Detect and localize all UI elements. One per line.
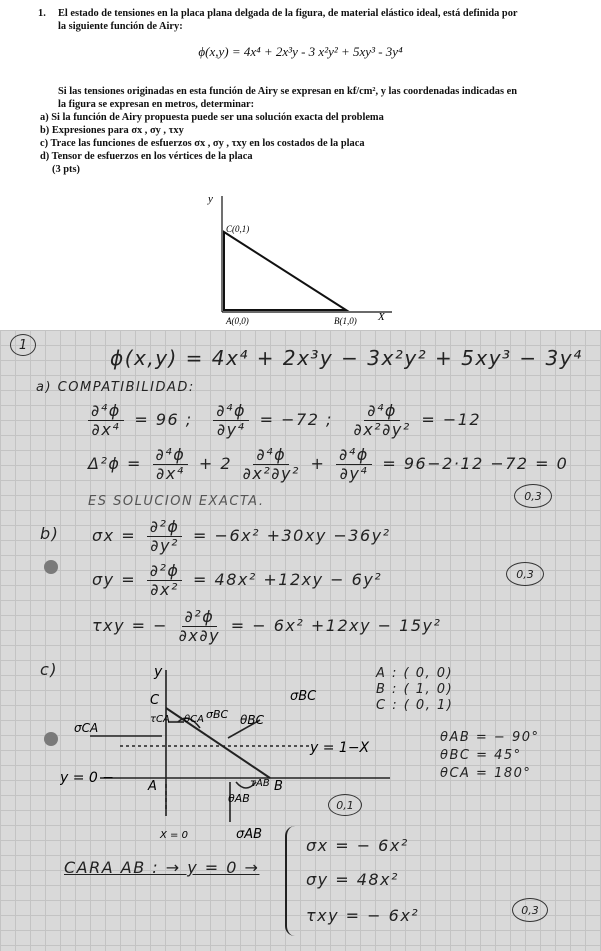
results-brace — [285, 826, 299, 936]
sigma-bc-right-label: σBC — [290, 689, 317, 704]
biharmonic-check: Δ²ϕ = $\frac{\text{∂⁴ϕ}}{\text{∂x⁴}}$ + 2 $\frac{\text{∂⁴ϕ}}{\text{∂x²∂y²}}$ + $\frac{\text{∂⁴ϕ}}{\text{∂y⁴}}$ = 96−2·12 −72 = 0 — [88, 445, 569, 483]
fourth-derivatives: $\frac{\text{∂⁴ϕ}}{\text{∂x⁴}}$ = 96 ; $\frac{\text{∂⁴ϕ}}{\text{∂y⁴}}$ = −72 ; $\frac{\text{∂⁴ϕ}}{\text{∂x²∂y²}}$ = −12 — [84, 402, 481, 439]
airy-formula: ϕ(x,y) = 4x⁴ + 2x³y - 3 x²y² + 5xy³ - 3y⁴ — [198, 44, 403, 59]
cara-ab-tau-xy: τxy = − 6x² — [306, 906, 420, 925]
sigma-y-expression: σy = $\frac{\text{∂²ϕ}}{\text{∂x²}}$ = 48x² +12xy − 6y² — [92, 561, 383, 599]
sketch-a-label: A — [148, 779, 157, 794]
cara-ab-sigma-x: σx = − 6x² — [306, 836, 409, 855]
sigma-bc-label: σBC — [206, 708, 229, 721]
tau-ca-label: τCA — [150, 714, 170, 725]
exact-solution-conclusion: ES SOLUCION EXACTA. — [88, 494, 265, 509]
angle-bc: θBC = 45° — [440, 748, 522, 763]
tau-xy-expression: τxy = − $\frac{\text{∂²ϕ}}{\partial x\partial y}$ = − 6x² +12xy − 15y² — [92, 607, 442, 645]
sketch-b-label: B — [274, 779, 283, 794]
angle-ab: θAB = − 90° — [440, 730, 540, 745]
fig-x-label: X — [378, 311, 385, 323]
y-zero-label: y = 0 − — [60, 770, 115, 786]
intro-line-2: la siguiente función de Airy: — [58, 21, 183, 32]
score-b: 0,3 — [506, 562, 544, 586]
sketch-c-label: C — [150, 693, 160, 708]
score-d: 0,3 — [512, 898, 548, 922]
line-equation: y = 1−X — [310, 740, 370, 756]
cara-ab-sigma-y: σy = 48x² — [306, 870, 399, 889]
intro-line-1: El estado de tensiones en la placa plana delgada de la figura, de material elástico ideal, está definida por — [58, 8, 518, 19]
triangular-plate — [224, 232, 346, 310]
tau-ab-label: τAB — [250, 778, 270, 789]
item-c: c) Trace las funciones de esfuerzos σx , σy , τxy en los costados de la placa — [40, 138, 365, 149]
fig-c-label: C(0,1) — [226, 224, 250, 234]
units-line-1: Si las tensiones originadas en esta función de Airy se expresan en kf/cm², y las coordenadas indicadas en — [58, 86, 517, 97]
x-zero-label: X = 0 — [160, 830, 188, 841]
points-label: (3 pts) — [52, 164, 80, 175]
sigma-ca-label: σCA — [74, 721, 99, 735]
punch-hole — [44, 732, 58, 746]
part-b-label: b) — [40, 524, 60, 543]
point-a: A : ( 0, 0) — [376, 666, 454, 681]
theta-ca-label: θCA — [184, 714, 204, 725]
theta-bc-label: θBC — [240, 713, 264, 727]
angle-ca: θCA = 180° — [440, 766, 532, 781]
punch-hole — [44, 560, 58, 574]
sketch-y-label: y — [154, 664, 163, 680]
cara-ab-condition: CARA AB : → y = 0 → — [64, 858, 260, 877]
item-a: a) Si la función de Airy propuesta puede ser una solución exacta del problema — [40, 112, 384, 123]
fig-y-label: y — [208, 193, 213, 205]
circled-problem-number: 1 — [10, 334, 36, 356]
point-b: B : ( 1, 0) — [376, 682, 454, 697]
theta-ab-label: θAB — [228, 792, 250, 805]
plate-figure — [200, 190, 400, 330]
sigma-ab-label: σAB — [236, 827, 263, 842]
fig-a-label: A(0,0) — [226, 316, 249, 326]
point-c: C : ( 0, 1) — [376, 698, 454, 713]
sigma-x-expression: σx = $\frac{\text{∂²ϕ}}{\text{∂y²}}$ = −6x² +30xy −36y² — [92, 517, 391, 555]
score-a: 0,3 — [514, 484, 552, 508]
item-b: b) Expresiones para σx , σy , τxy — [40, 125, 184, 136]
compatibility-heading: a) COMPATIBILIDAD: — [36, 380, 195, 395]
problem-number: 1. — [38, 8, 46, 19]
fig-b-label: B(1,0) — [334, 316, 357, 326]
item-d: d) Tensor de esfuerzos en los vértices de la placa — [40, 151, 253, 162]
part-c-label: c) — [40, 660, 59, 679]
score-c: 0,1 — [328, 794, 362, 816]
problem-statement — [0, 0, 601, 330]
units-line-2: la figura se expresan en metros, determinar: — [58, 99, 255, 110]
solution-airy: ϕ(x,y) = 4x⁴ + 2x³y − 3x²y² + 5xy³ − 3y⁴ — [110, 346, 583, 370]
